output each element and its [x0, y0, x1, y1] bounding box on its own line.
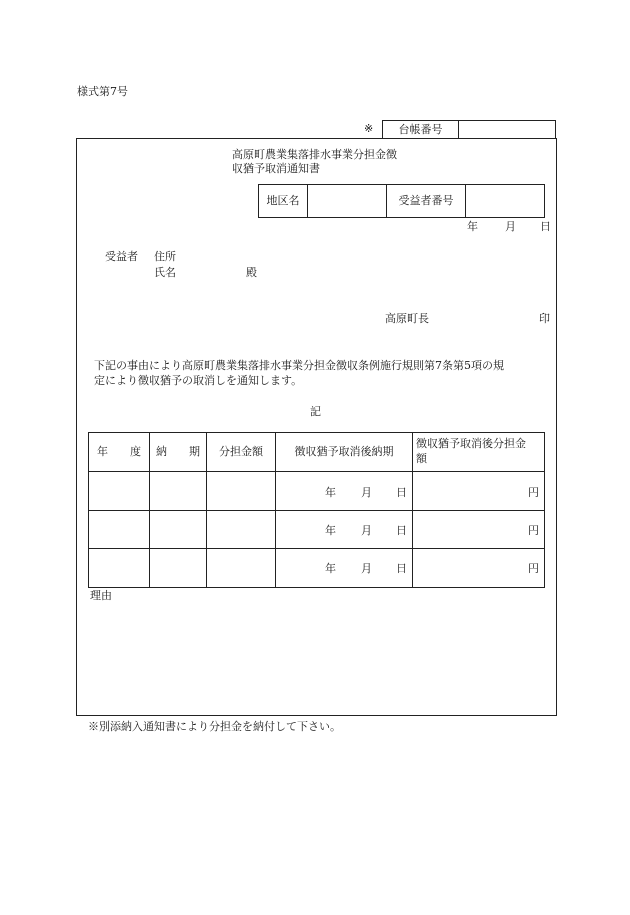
date-month: 月: [505, 220, 516, 233]
header-amount: 分担金額: [219, 445, 263, 459]
row1-due-year: 年: [325, 486, 336, 499]
header-period: 納 期: [156, 445, 200, 459]
reason-area[interactable]: [90, 606, 540, 706]
row3-due-day: 日: [396, 562, 407, 575]
row1-due-day: 日: [396, 486, 407, 499]
row2-due-year: 年: [325, 524, 336, 537]
beneficiary-number-input[interactable]: [466, 185, 544, 217]
district-label: 地区名: [266, 194, 300, 208]
header-due-after: 徴収猶予取消後納期: [294, 445, 394, 459]
footnote: ※別添納入通知書により分担金を納付して下さい。: [88, 720, 341, 733]
beneficiary-number-label: 受益者番号: [398, 194, 454, 208]
row1-year[interactable]: [89, 472, 149, 510]
reason-label: 理由: [90, 589, 112, 602]
header-year: 年 度: [97, 445, 141, 459]
ledger-label: 台帳番号: [398, 122, 443, 136]
row1-period[interactable]: [150, 472, 206, 510]
seal-mark: 印: [539, 312, 550, 325]
body-text-line1: 下記の事由により高原町農業集落排水事業分担金徴収条例施行規則第7条第5項の規: [94, 359, 504, 372]
row3-due-year: 年: [325, 562, 336, 575]
header-amount-after-line2: 額: [416, 452, 427, 465]
date-day: 日: [540, 220, 551, 233]
row3-yen: 円: [528, 562, 539, 575]
row2-due-month: 月: [361, 524, 372, 537]
date-year: 年: [467, 220, 478, 233]
document-title-line1: 高原町農業集落排水事業分担金徴: [232, 148, 397, 161]
notation: 記: [310, 405, 321, 418]
honorific: 殿: [246, 266, 257, 279]
ledger-box: [382, 120, 556, 139]
row2-yen: 円: [528, 524, 539, 537]
form-number: 様式第7号: [77, 85, 128, 98]
body-text-line2: 定により徴収猶予の取消しを通知します。: [94, 374, 303, 387]
document-title-line2: 収猶予取消通知書: [232, 162, 320, 175]
row2-due-day: 日: [396, 524, 407, 537]
row1-yen: 円: [528, 486, 539, 499]
deferral-table: [88, 432, 545, 588]
ledger-mark: ※: [364, 122, 374, 135]
header-amount-after: [416, 433, 542, 471]
row3-year[interactable]: [89, 549, 149, 587]
row1-due-month: 月: [361, 486, 372, 499]
mayor-title: 高原町長: [385, 312, 429, 325]
address-label: 住所: [154, 250, 176, 263]
row3-period[interactable]: [150, 549, 206, 587]
header-amount-after-line1: 徴収猶予取消後分担金: [416, 437, 526, 451]
row2-period[interactable]: [150, 511, 206, 548]
row2-year[interactable]: [89, 511, 149, 548]
ledger-input[interactable]: [459, 121, 559, 138]
name-label: 氏名: [154, 266, 176, 279]
recipient-label: 受益者: [105, 250, 138, 263]
district-box: [258, 184, 545, 218]
district-input[interactable]: [308, 185, 386, 217]
row2-amount[interactable]: [207, 511, 275, 548]
row1-amount[interactable]: [207, 472, 275, 510]
row3-due-month: 月: [361, 562, 372, 575]
row3-amount[interactable]: [207, 549, 275, 587]
